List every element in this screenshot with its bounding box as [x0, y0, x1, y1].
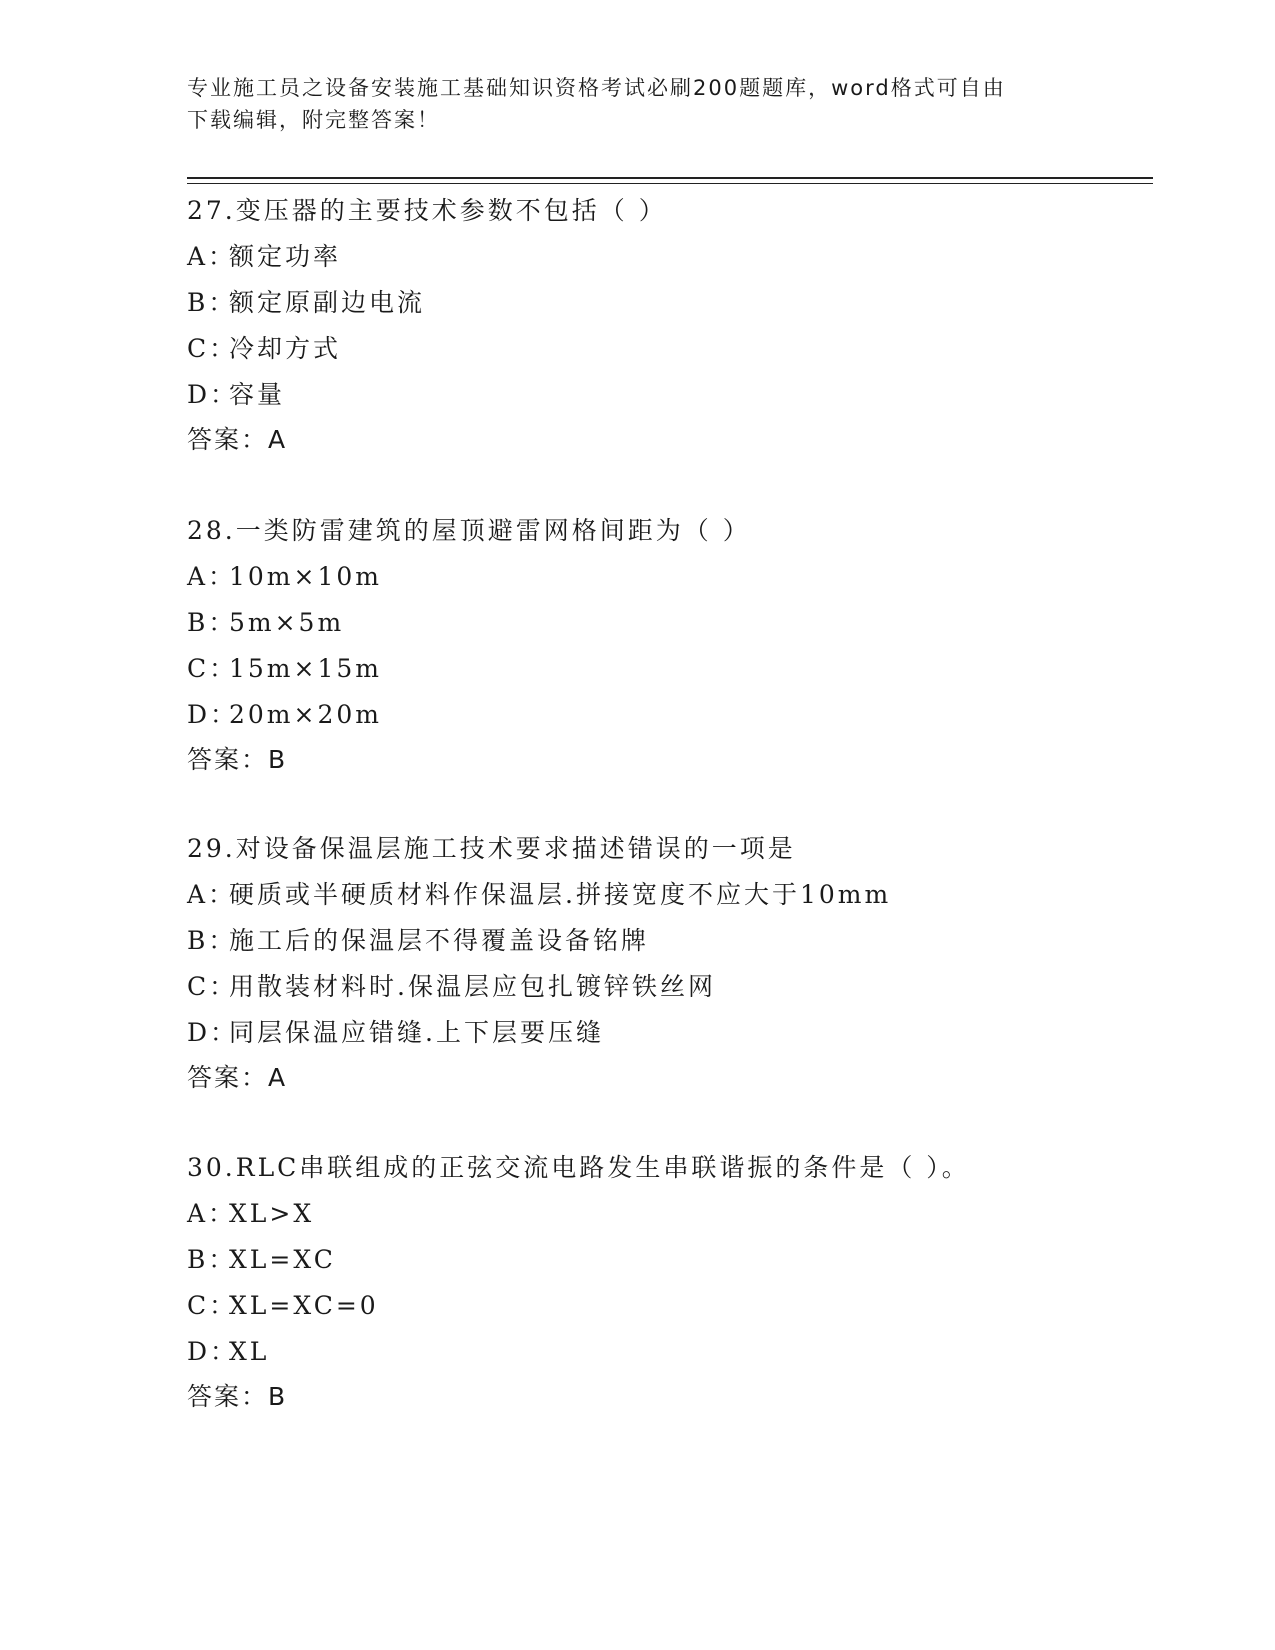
- option-a: [187, 1191, 1147, 1237]
- question-stem: 29.对设备保温层施工技术要求描述错误的一项是: [187, 834, 796, 863]
- question-27: [187, 188, 1147, 462]
- option-text: 容量: [229, 380, 286, 409]
- question-28: [187, 508, 1147, 782]
- question-stem: 27.变压器的主要技术参数不包括（ ）: [187, 196, 667, 225]
- option-text: 冷却方式: [229, 334, 342, 363]
- option-text: XL: [229, 1337, 270, 1366]
- option-a: [187, 234, 1147, 280]
- option-text: 硬质或半硬质材料作保温层.拼接宽度不应大于10mm: [229, 880, 892, 909]
- option-c: [187, 646, 1147, 692]
- option-c: [187, 1283, 1147, 1329]
- header-title-line-2: 下载编辑，附完整答案！: [187, 108, 440, 132]
- option-key: B：: [187, 288, 237, 317]
- answer-line: 答案：B: [187, 1382, 288, 1411]
- question-stem: 30.RLC串联组成的正弦交流电路发生串联谐振的条件是（ ）。: [187, 1153, 970, 1182]
- option-a: [187, 554, 1147, 600]
- option-d: [187, 1010, 1147, 1056]
- option-text: XL=XC=0: [229, 1291, 379, 1320]
- option-key: C：: [187, 334, 238, 363]
- option-text: 用散装材料时.保温层应包扎镀锌铁丝网: [229, 972, 716, 1001]
- document-header: [187, 72, 1067, 136]
- option-key: B：: [187, 1245, 237, 1274]
- option-key: D：: [187, 1337, 239, 1366]
- header-divider-thin: [187, 183, 1153, 184]
- option-key: D：: [187, 700, 239, 729]
- option-text: 15m×15m: [229, 654, 382, 683]
- option-d: [187, 692, 1147, 738]
- option-key: C：: [187, 654, 238, 683]
- option-b: [187, 918, 1147, 964]
- option-key: A：: [187, 242, 237, 271]
- option-key: B：: [187, 926, 237, 955]
- option-text: 同层保温应错缝.上下层要压缝: [229, 1018, 604, 1047]
- option-b: [187, 1237, 1147, 1283]
- option-c: [187, 326, 1147, 372]
- option-text: 5m×5m: [229, 608, 345, 637]
- header-title-line-1: 专业施工员之设备安装施工基础知识资格考试必刷200题题库，word格式可自由: [187, 76, 1006, 100]
- question-29: [187, 826, 1147, 1100]
- option-d: [187, 1329, 1147, 1375]
- option-b: [187, 280, 1147, 326]
- option-key: D：: [187, 1018, 239, 1047]
- option-b: [187, 600, 1147, 646]
- option-c: [187, 964, 1147, 1010]
- option-key: A：: [187, 880, 237, 909]
- option-key: C：: [187, 972, 238, 1001]
- option-d: [187, 372, 1147, 418]
- option-text: 20m×20m: [229, 700, 382, 729]
- option-text: 10m×10m: [229, 562, 382, 591]
- answer-line: 答案：A: [187, 1063, 288, 1092]
- question-30: [187, 1145, 1147, 1419]
- option-key: C：: [187, 1291, 238, 1320]
- answer-line: 答案：A: [187, 425, 288, 454]
- answer-line: 答案：B: [187, 745, 288, 774]
- option-text: XL>X: [229, 1199, 315, 1228]
- option-text: XL=XC: [229, 1245, 336, 1274]
- header-divider-thick: [187, 177, 1153, 179]
- option-a: [187, 872, 1147, 918]
- option-key: D：: [187, 380, 239, 409]
- option-key: A：: [187, 1199, 237, 1228]
- question-stem: 28.一类防雷建筑的屋顶避雷网格间距为（ ）: [187, 516, 751, 545]
- option-key: B：: [187, 608, 237, 637]
- option-key: A：: [187, 562, 237, 591]
- option-text: 额定功率: [229, 242, 342, 271]
- option-text: 额定原副边电流: [229, 288, 426, 317]
- option-text: 施工后的保温层不得覆盖设备铭牌: [229, 926, 650, 955]
